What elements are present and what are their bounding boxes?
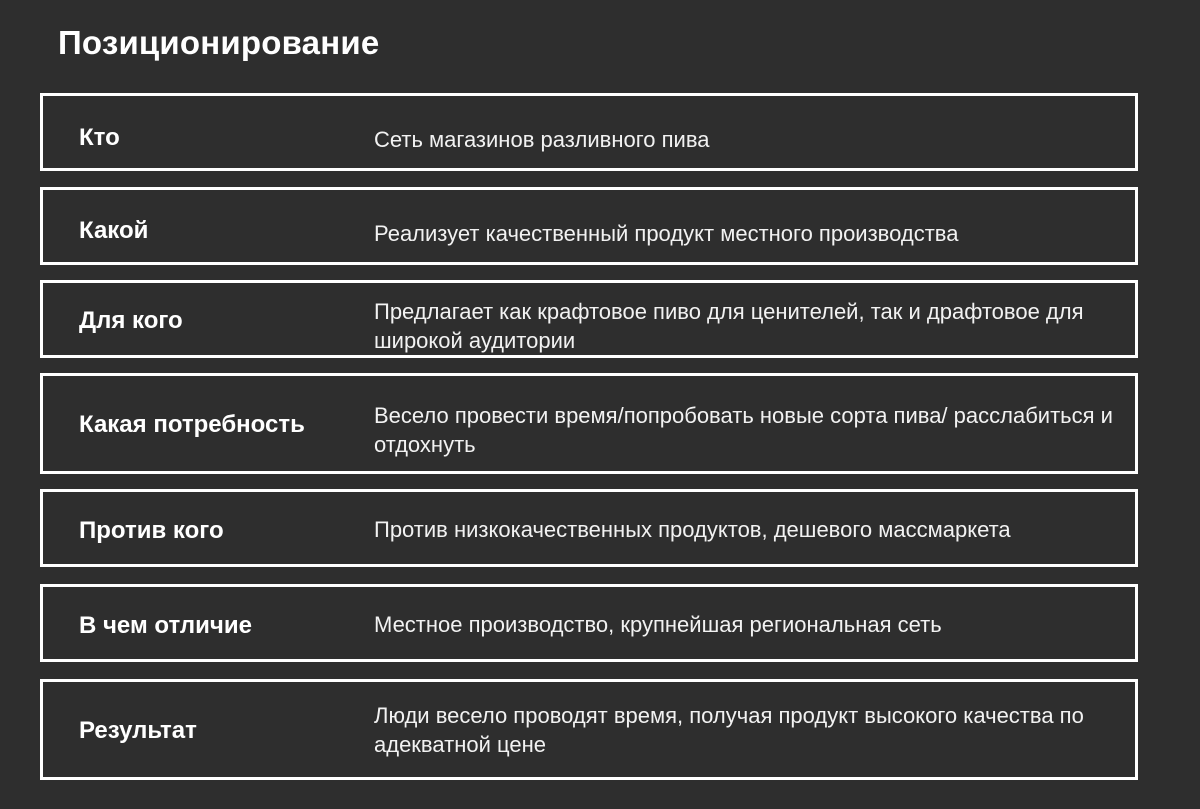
positioning-row-what [40,187,1138,265]
row-label: В чем отличие [79,612,252,639]
positioning-row-who [40,93,1138,171]
row-label: Результат [79,717,197,744]
row-value: Реализует качественный продукт местного производства [374,221,959,246]
positioning-row-need [40,373,1138,474]
row-value: Предлагает как крафтовое пиво для ценителей, так и драфтовое для широкой аудитории [374,299,1084,353]
row-label: Для кого [79,307,183,334]
row-label: Кто [79,124,120,151]
row-label: Какой [79,217,149,244]
row-value: Сеть магазинов разливного пива [374,127,710,152]
row-label: Против кого [79,517,224,544]
row-value: Местное производство, крупнейшая региональная сеть [374,612,942,637]
row-value: Люди весело проводят время, получая продукт высокого качества по адекватной цене [374,703,1084,757]
positioning-row-against [40,489,1138,567]
positioning-row-for-whom [40,280,1138,358]
row-label: Какая потребность [79,411,305,438]
row-value: Весело провести время/попробовать новые сорта пива/ расслабиться и отдохнуть [374,403,1113,457]
positioning-row-difference [40,584,1138,662]
row-value: Против низкокачественных продуктов, дешевого массмаркета [374,517,1011,542]
positioning-row-result [40,679,1138,780]
page-title: Позиционирование [58,24,380,61]
